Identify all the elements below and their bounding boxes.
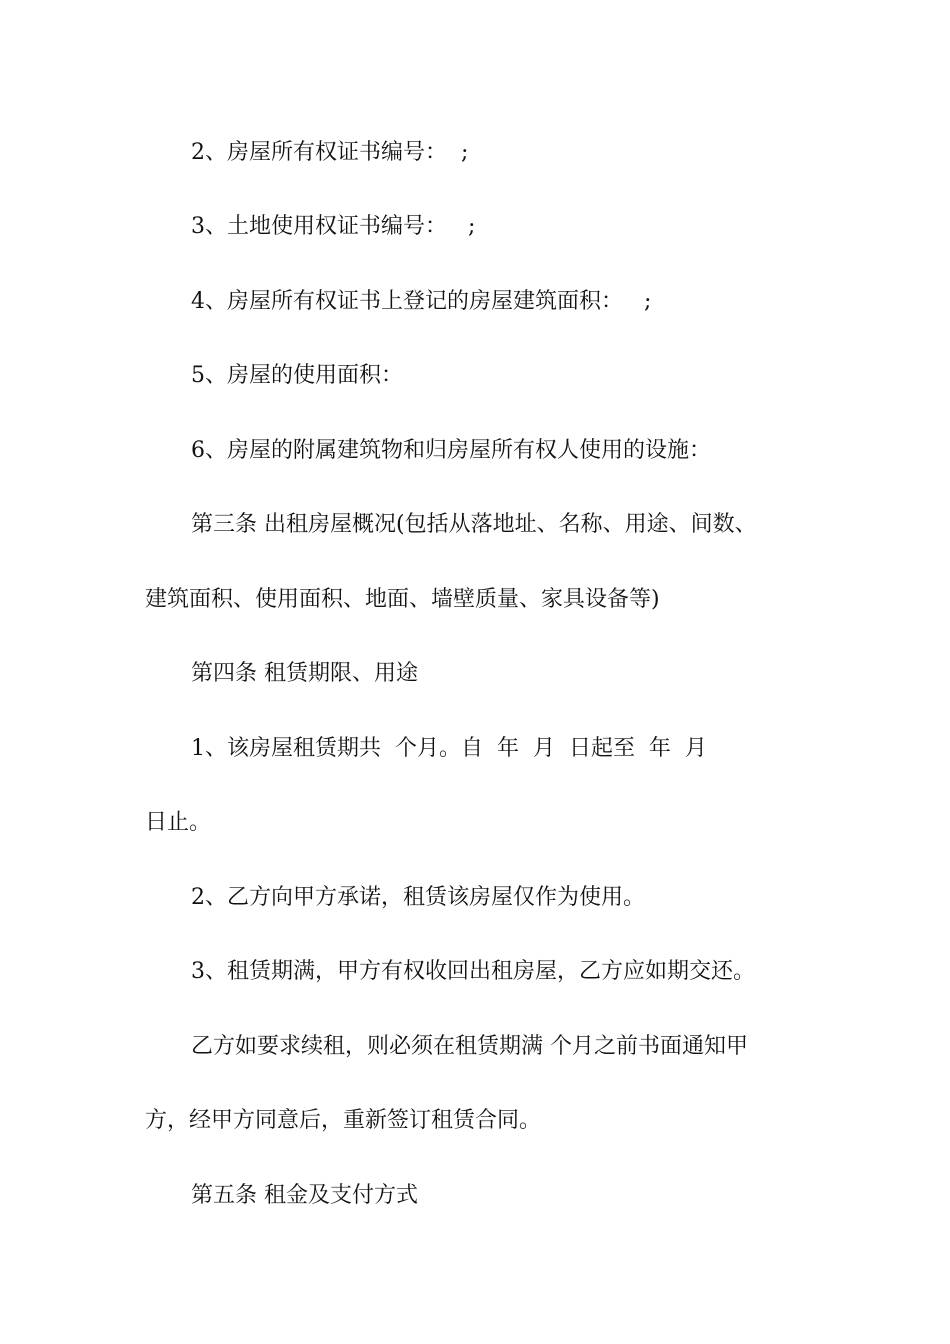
article-3-heading: 第三条 出租房屋概况(包括从落地址、名称、用途、间数、 <box>191 512 757 537</box>
clause-item-3: 3、土地使用权证书编号： ; <box>191 214 476 239</box>
article-3-continuation: 建筑面积、使用面积、地面、墙壁质量、家具设备等) <box>145 587 660 612</box>
renewal-paragraph-continuation: 方，经甲方同意后，重新签订租赁合同。 <box>145 1108 542 1133</box>
lease-term-item-2: 2、乙方向甲方承诺，租赁该房屋仅作为使用。 <box>191 885 645 910</box>
article-4-heading: 第四条 租赁期限、用途 <box>191 661 418 686</box>
clause-item-2: 2、房屋所有权证书编号： ; <box>191 140 469 165</box>
lease-term-item-1-continuation: 日止。 <box>145 810 212 835</box>
clause-item-6: 6、房屋的附属建筑物和归房屋所有权人使用的设施： <box>191 438 711 463</box>
lease-term-item-1: 1、该房屋租赁期共 个月。自 年 月 日起至 年 月 <box>191 736 707 761</box>
lease-term-item-3: 3、租赁期满，甲方有权收回出租房屋，乙方应如期交还。 <box>191 959 755 984</box>
clause-item-5: 5、房屋的使用面积： <box>191 363 403 388</box>
renewal-paragraph: 乙方如要求续租，则必须在租赁期满 个月之前书面通知甲 <box>191 1034 748 1059</box>
clause-item-4: 4、房屋所有权证书上登记的房屋建筑面积： ; <box>191 289 652 314</box>
article-5-heading: 第五条 租金及支付方式 <box>191 1183 418 1208</box>
